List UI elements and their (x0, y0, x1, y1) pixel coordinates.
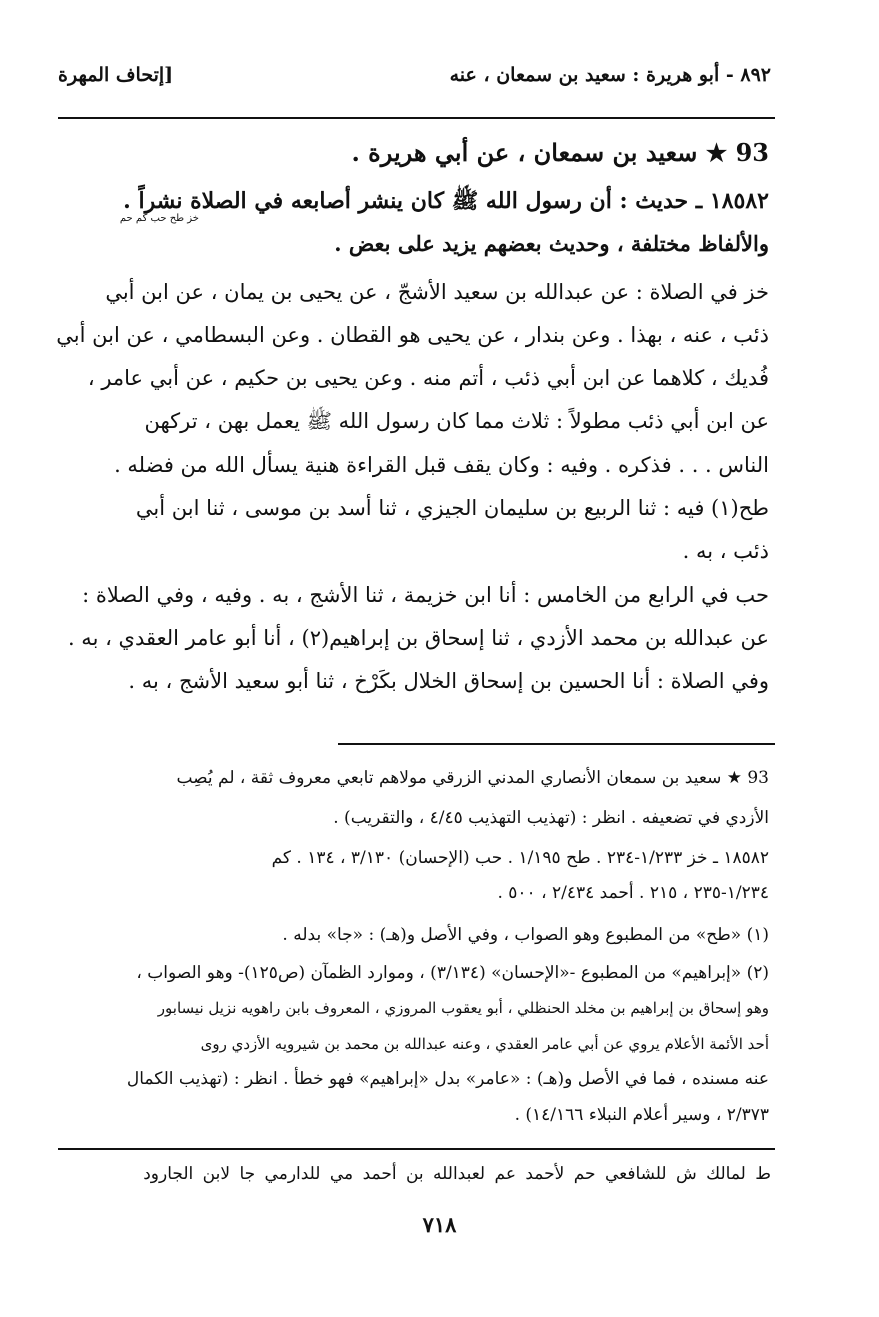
body-line: فُديك ، كلاهما عن ابن أبي ذئب ، أتم منه . وعن يحيى بن حكيم ، عن أبي عامر ، (87, 366, 769, 390)
running-header (58, 58, 771, 98)
header-chapter-title: ٨٩٢ - أبو هريرة : سعيد بن سمعان ، عنه (449, 64, 771, 86)
footnote-line: ٢/٣٧٣ ، وسير أعلام النبلاء ١٤/١٦٦) . (514, 1105, 769, 1125)
entry-title: 93 ★ سعيد بن سمعان ، عن أبي هريرة . (351, 138, 769, 167)
body-line: وفي الصلاة : أنا الحسين بن إسحاق الخلال بكَرْخ ، ثنا أبو سعيد الأشج ، به . (128, 669, 769, 693)
body-line: عن عبدالله بن محمد الأزدي ، ثنا إسحاق بن إبراهيم(٢) ، أنا أبو عامر العقدي ، به . (67, 626, 769, 650)
body-line: عن ابن أبي ذئب مطولاً : ثلاث مما كان رسول الله ﷺ يعمل بهن ، تركهن (144, 409, 769, 433)
hadith-source-codes: خز طح حب كم حم (119, 213, 199, 224)
page-number: ٧١٨ (422, 1212, 457, 1237)
abbreviations-key: ط لمالك ش للشافعي حم لأحمد عم لعبدالله بن أحمد مي للدارمي جا لابن الجارود (143, 1164, 771, 1184)
header-rule (58, 117, 775, 119)
hadith-line-2: والألفاظ مختلفة ، وحديث بعضهم يزيد على بعض . (334, 231, 769, 256)
abbreviations-rule (58, 1148, 775, 1150)
footnote-line: ١٨٥٨٢ ـ خز ١/٢٣٣-٢٣٤ . طح ١/١٩٥ . حب (الإحسان) ٣/١٣٠ ، ١٣٤ . كم (271, 848, 769, 868)
body-line: حب في الرابع من الخامس : أنا ابن خزيمة ، ثنا الأشج ، به . وفيه ، وفي الصلاة : (82, 583, 769, 607)
footnote-line: (١) «طح» من المطبوع وهو الصواب ، وفي الأصل و(هـ) : «جا» بدله . (282, 925, 769, 945)
body-line: ذئب ، به . (682, 539, 769, 563)
header-book-title: [إتحاف المهرة (58, 64, 174, 86)
body-line: خز في الصلاة : عن عبدالله بن سعيد الأشجّ ، عن يحيى بن يمان ، عن ابن أبي (105, 280, 769, 304)
footnote-line: وهو إسحاق بن إبراهيم بن مخلد الحنظلي ، أبو يعقوب المروزي ، المعروف بابن راهويه نزيل نيسابور (157, 999, 769, 1017)
footnote-separator (338, 743, 775, 745)
footnote-line: أحد الأئمة الأعلام يروي عن أبي عامر العقدي ، وعنه عبدالله بن محمد بن شيرويه الأزدي روى (200, 1035, 769, 1053)
footnote-line: الأزدي في تضعيفه . انظر : (تهذيب التهذيب ٤/٤٥ ، والتقريب) . (333, 808, 769, 828)
footnote-line: (٢) «إبراهيم» من المطبوع -«الإحسان» (٣/١٣٤) ، وموارد الظمآن (ص١٢٥)- وهو الصواب ، (136, 963, 769, 983)
hadith-line-1: ١٨٥٨٢ ـ حديث : أن رسول الله ﷺ كان ينشر أصابعه في الصلاة نشراً . (123, 188, 769, 214)
body-line: الناس . . . فذكره . وفيه : وكان يقف قبل القراءة هنية يسأل الله من فضله . (114, 453, 769, 477)
footnote-line: 93 ★ سعيد بن سمعان الأنصاري المدني الزرقي مولاهم تابعي معروف ثقة ، لم يُصِب (176, 768, 769, 788)
footnote-line: عنه مسنده ، فما في الأصل و(هـ) : «عامر» بدل «إبراهيم» فهو خطأ . انظر : (تهذيب الكمال (126, 1069, 769, 1089)
body-line: طح(١) فيه : ثنا الربيع بن سليمان الجيزي ، ثنا أسد بن موسى ، ثنا ابن أبي (135, 496, 769, 520)
footnote-line: ١/٢٣٤-٢٣٥ ، ٢١٥ . أحمد ٢/٤٣٤ ، ٥٠٠ . (497, 883, 769, 903)
body-line: ذئب ، عنه ، بهذا . وعن بندار ، عن يحيى هو القطان . وعن البسطامي ، عن ابن أبي (56, 323, 769, 347)
